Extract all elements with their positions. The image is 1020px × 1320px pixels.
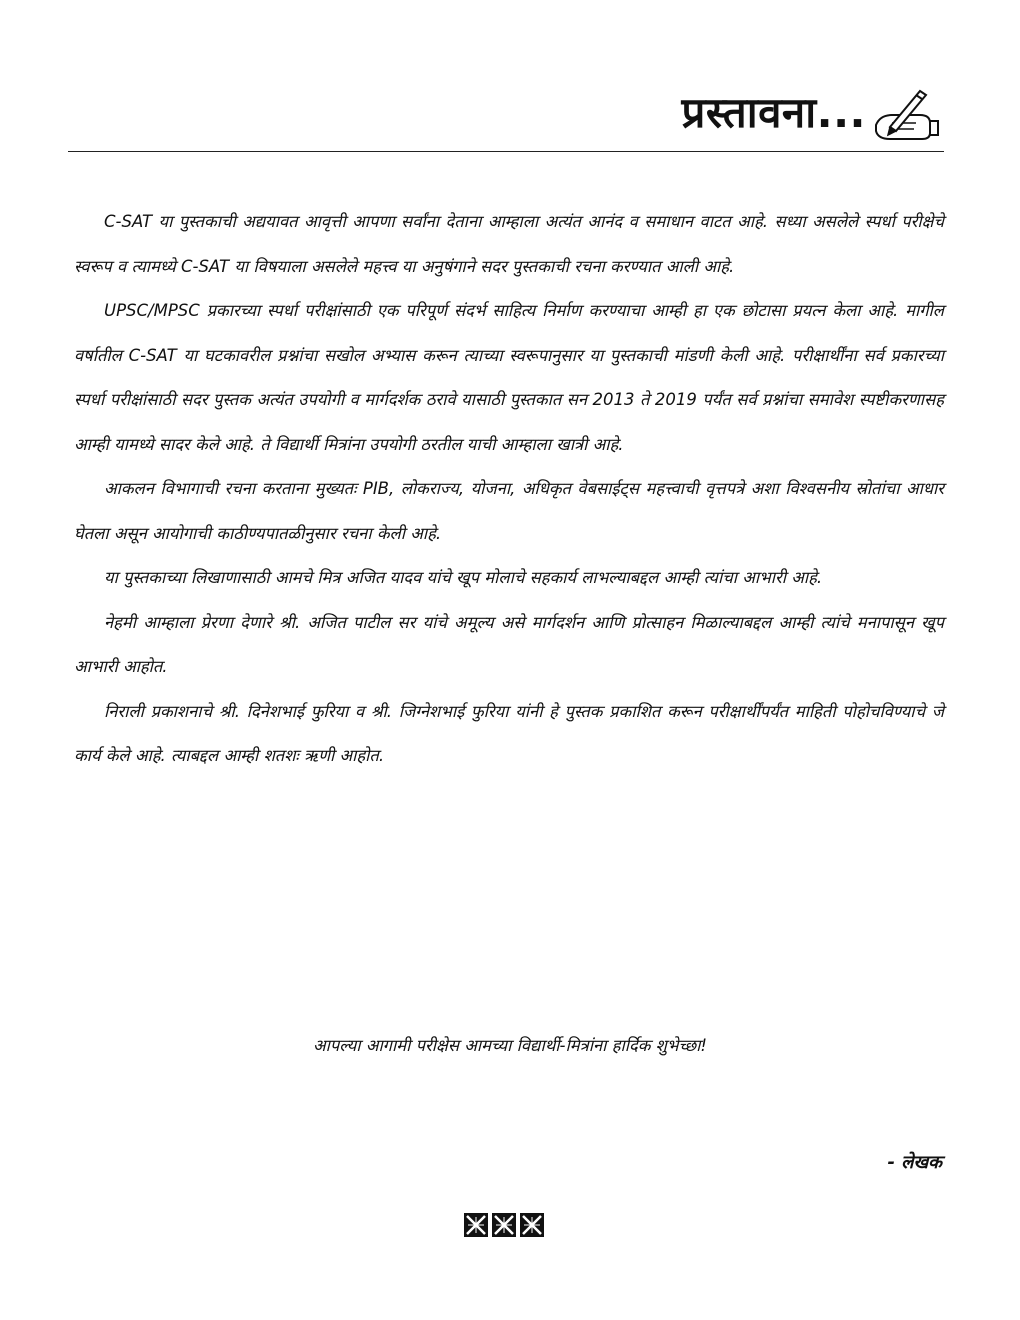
title-row [682,78,942,148]
ornament-icon [492,1213,516,1237]
signature: - लेखक [887,1152,942,1173]
closing-wishes: आपल्या आगामी परीक्षेस आमच्या विद्यार्थी-मित्रांना हार्दिक शुभेच्छा! [312,1036,708,1055]
header-divider [68,151,944,152]
ornament [464,1213,544,1237]
paragraph-4: या पुस्तकाच्या लिखाणासाठी आमचे मित्र अजित यादव यांचे खूप मोलाचे सहकार्य लाभल्याबद्दल आम्ही त्यांचा आभारी आहे. [104,568,823,587]
ornament-icon [520,1213,544,1237]
pen-writing-icon [870,85,942,141]
paragraph-5: नेहमी आम्हाला प्रेरणा देणारे श्री. अजित पाटील सर यांचे अमूल्य असे मार्गदर्शन आणि प्रोत्साहन मिळाल्याबद्दल आम्ही त्यांचे मनापासून खूप आभारी आहोत. [74,612,944,676]
paragraph-6: निराली प्रकाशनाचे श्री. दिनेशभाई फुरिया व श्री. जिग्नेशभाई फुरिया यांनी हे पुस्तक प्रकाशित करून परीक्षार्थींपर्यंत माहिती पोहोचविण्याचे जे कार्य केले आहे. त्याबद्दल आम्ही शतशः ऋणी आहोत. [74,701,944,765]
ornament-icon [464,1213,488,1237]
paragraph-1: C-SAT या पुस्तकाची अद्ययावत आवृत्ती आपणा सर्वांना देताना आम्हाला अत्यंत आनंद व समाधान वाटत आहे. सध्या असलेले स्पर्धा परीक्षेचे स्वरूप व त्यामध्ये C-SAT या विषयाला असलेले महत्त्व या अनुषंगाने सदर पुस्तकाची रचना करण्यात आली आहे. [74,212,944,276]
paragraph-2: UPSC/MPSC प्रकारच्या स्पर्धा परीक्षांसाठी एक परिपूर्ण संदर्भ साहित्य निर्माण करण्याचा आम्ही हा एक छोटासा प्रयत्न केला आहे. मागील वर्षातील C-SAT या घटकावरील प्रश्नांचा सखोल अभ्यास करून त्याच्या स्वरूपानुसार या पुस्तकाची मांडणी केली आहे. परीक्षार्थींना सर्व प्रकारच्या स्पर्धा परीक्षांसाठी सदर पुस्तक अत्यंत उपयोगी व मार्गदर्शक ठरावे यासाठी पुस्तकात सन 2013 ते 2019 पर्यंत सर्व प्रश्नांचा समावेश स्पष्टीकरणासह आम्ही यामध्ये सादर केले आहे. ते विद्यार्थी मित्रांना उपयोगी ठरतील याची आम्हाला खात्री आहे. [74,301,944,454]
preface-body [74,200,944,779]
paragraph-3: आकलन विभागाची रचना करताना मुख्यतः PIB, लोकराज्य, योजना, अधिकृत वेबसाईट्स महत्त्वाची वृत्तपत्रे अशा विश्वसनीय स्रोतांचा आधार घेतला असून आयोगाची काठीण्यपातळीनुसार रचना केली आहे. [74,479,944,543]
page-title: प्रस्तावना... [681,88,866,137]
